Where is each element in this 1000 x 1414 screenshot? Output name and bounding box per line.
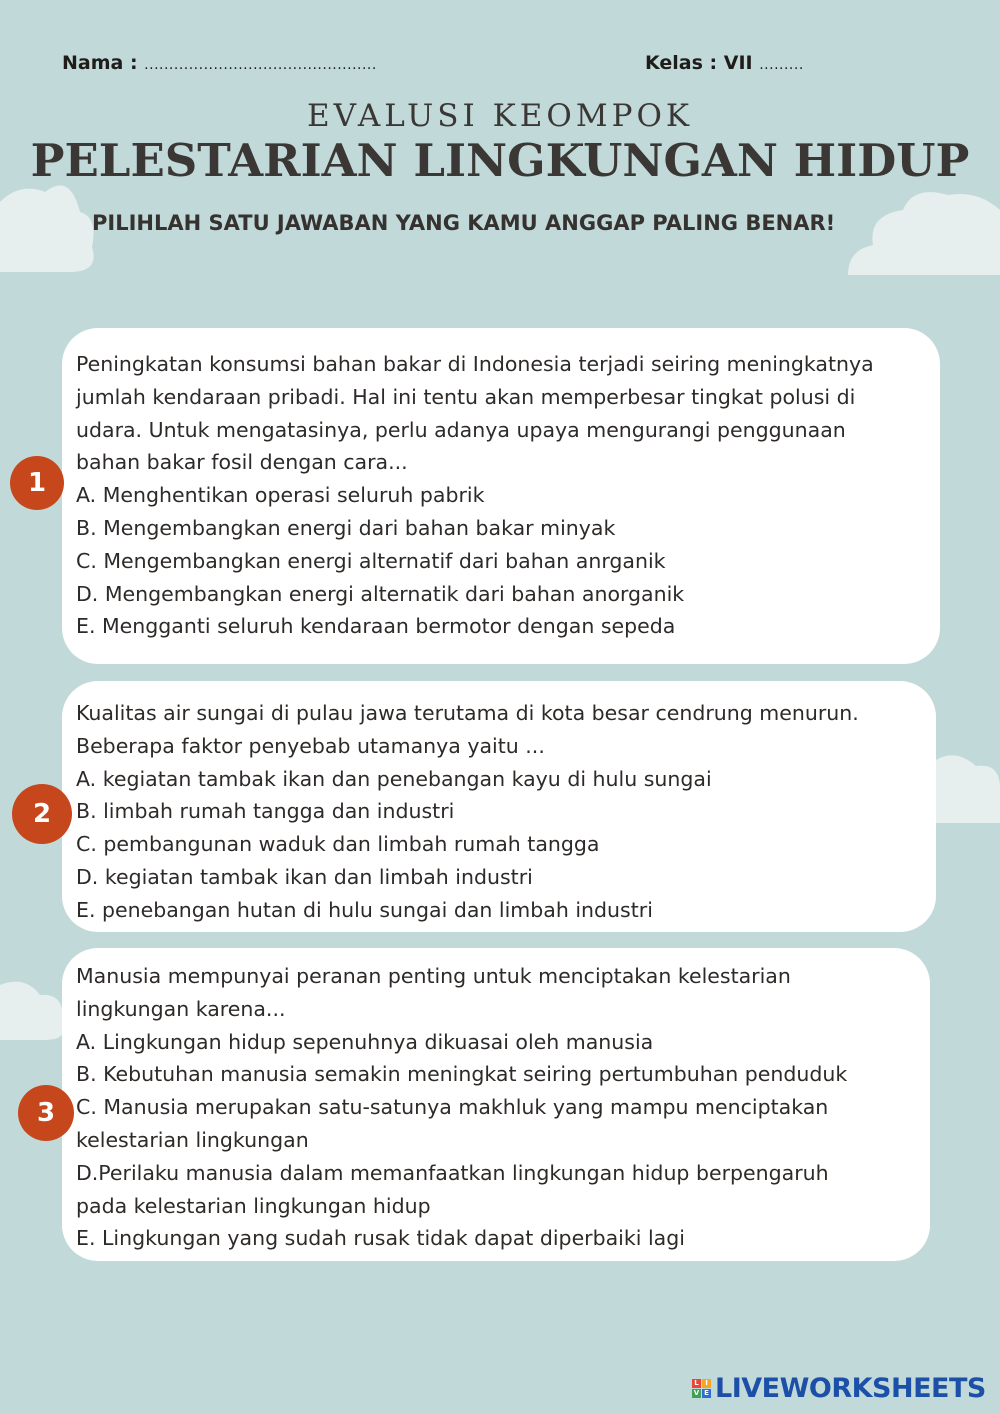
name-blank[interactable]: ............................................... [144,57,377,73]
question-2-option-c[interactable]: C. pembangunan waduk dan limbah rumah tangga [76,832,600,857]
logo-letter-e: E [702,1389,711,1398]
question-3-option-b[interactable]: B. Kebutuhan manusia semakin meningkat seiring pertumbuhan penduduk [76,1062,848,1087]
cloud-left-top [0,172,100,282]
question-1-option-d[interactable]: D. Mengembangkan energi alternatik dari bahan anorganik [76,581,685,606]
name-field[interactable] [62,52,377,74]
question-1-option-a[interactable]: A. Menghentikan operasi seluruh pabrik [76,483,485,508]
question-2-option-d[interactable]: D. kegiatan tambak ikan dan limbah industri [76,864,533,889]
question-3-option-e[interactable]: E. Lingkungan yang sudah rusak tidak dapat diperbaiki lagi [76,1226,685,1251]
question-1-option-c[interactable]: C. Mengembangkan energi alternatif dari bahan anrganik [76,548,666,573]
cloud-left-middle [0,975,70,1045]
cloud-right-top [848,180,1000,280]
question-3-text-line: Manusia mempunyai peranan penting untuk menciptakan kelestarian [76,964,791,988]
question-card-2 [62,681,936,932]
name-label: Nama : [62,52,145,74]
question-2-option-a[interactable]: A. kegiatan tambak ikan dan penebangan kayu di hulu sungai [76,766,712,791]
question-1-text-line: Peningkatan konsumsi bahan bakar di Indonesia terjadi seiring meningkatnya [76,352,874,376]
liveworksheets-text: LIVEWORKSHEETS [715,1373,986,1404]
class-label: Kelas : VII [645,52,760,74]
logo-letter-l: L [692,1379,701,1388]
class-field[interactable] [645,52,804,74]
question-3-option-a[interactable]: A. Lingkungan hidup sepenuhnya dikuasai oleh manusia [76,1029,654,1054]
class-blank[interactable]: ......... [759,57,804,73]
instruction-text: PILIHLAH SATU JAWABAN YANG KAMU ANGGAP PALING BENAR! [92,211,836,235]
question-2-option-e[interactable]: E. penebangan hutan di hulu sungai dan limbah industri [76,897,653,922]
question-1-text-line: udara. Untuk mengatasinya, perlu adanya upaya mengurangi penggunaan [76,417,846,442]
question-2-text-line: Beberapa faktor penyebab utamanya yaitu ... [76,733,545,758]
worksheet-subtitle: EVALUSI KEOMPOK [306,98,694,134]
question-3-text-line: lingkungan karena... [76,996,286,1021]
question-1-option-e[interactable]: E. Mengganti seluruh kendaraan bermotor dengan sepeda [76,614,676,639]
logo-letter-v: V [693,1389,700,1397]
question-1-text-line: jumlah kendaraan pribadi. Hal ini tentu akan memperbesar tingkat polusi di [76,384,856,409]
question-card-3 [62,948,930,1261]
question-1-text-line: bahan bakar fosil dengan cara... [76,450,408,475]
question-1-option-b[interactable]: B. Mengembangkan energi dari bahan bakar minyak [76,515,616,540]
question-3-option-c-continued[interactable]: kelestarian lingkungan [76,1127,309,1152]
question-2-option-b[interactable]: B. limbah rumah tangga dan industri [76,799,455,824]
worksheet-title: PELESTARIAN LINGKUNGAN HIDUP [30,134,970,187]
liveworksheets-brand[interactable] [692,1373,986,1404]
question-2-text-line: Kualitas air sungai di pulau jawa terutama di kota besar cendrung menurun. [76,701,859,725]
liveworksheets-logo-icon [692,1379,711,1398]
question-number-badge-2: 2 [12,784,72,844]
question-3-option-d[interactable]: D.Perilaku manusia dalam memanfaatkan lingkungan hidup berpengaruh [76,1160,829,1185]
question-card-1 [62,328,940,664]
logo-letter-i: I [702,1379,711,1388]
question-3-option-d-continued[interactable]: pada kelestarian lingkungan hidup [76,1193,431,1218]
question-3-option-c[interactable]: C. Manusia merupakan satu-satunya makhluk yang mampu menciptakan [76,1095,829,1120]
question-number-badge-1: 1 [10,456,64,510]
question-number-badge-3: 3 [18,1085,74,1141]
